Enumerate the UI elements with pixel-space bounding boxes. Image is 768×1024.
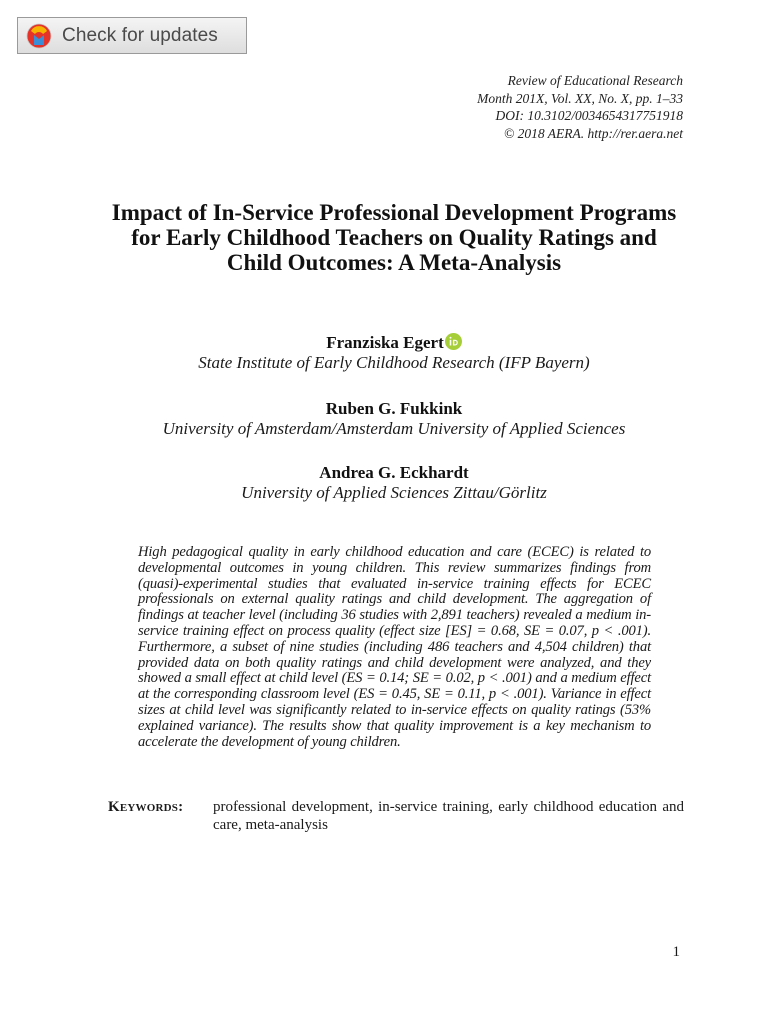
abstract: High pedagogical quality in early childhood education and care (ECEC) is related to developmental outcomes in young children. This review summarizes findings from (quasi)-experimental studies that evaluated in-service training effects for ECEC professionals on external quality ratings and child development. The aggregation of findings at teacher level (including 36 studies with 2,891 teachers) revealed a medium in-service training effect on process quality (effect size [ES] = 0.68, SE = 0.07, p < .001). Furthermore, a subset of nine studies (including 486 teachers and 4,504 children) that provided data on both quality ratings and child development were analyzed, and they showed a small effect at child level (ES = 0.14; SE = 0.02, p < .001) and a medium effect at the corresponding classroom level (ES = 0.45, SE = 0.11, p < .001). Variance in effect sizes at child level was significantly related to in-service effects on quality ratings (53% explained variance). The results show that quality improvement is a key mechanism to accelerate the development of young children.	[138, 544, 651, 750]
author-name-row	[326, 333, 462, 353]
journal-info	[477, 72, 683, 142]
page-number: 1	[672, 944, 680, 960]
journal-name: Review of Educational Research	[507, 73, 683, 88]
journal-issue: Month 201X, Vol. XX, No. X, pp. 1–33	[477, 90, 683, 106]
article-title: Impact of In-Service Professional Development Programs for Early Childhood Teachers on Quality Ratings and Child Outcomes: A Meta-Analysis	[111, 200, 677, 275]
crossmark-icon	[26, 23, 52, 49]
journal-copyright: © 2018 AERA. http://rer.aera.net	[504, 125, 683, 141]
author-block	[100, 333, 688, 373]
author-affiliation: University of Amsterdam/Amsterdam University of Applied Sciences	[162, 419, 626, 438]
author-block	[100, 399, 688, 439]
journal-doi: DOI: 10.3102/0034654317751918	[495, 108, 683, 123]
author-name: Ruben G. Fukkink	[325, 399, 463, 418]
orcid-icon[interactable]	[445, 333, 462, 350]
keywords-text: professional development, in-service training, early childhood education and care, meta-analysis	[213, 799, 684, 833]
author-affiliation: State Institute of Early Childhood Research (IFP Bayern)	[198, 353, 590, 372]
author-block	[100, 463, 688, 503]
author-name: Andrea G. Eckhardt	[319, 463, 469, 482]
check-for-updates-button[interactable]	[17, 17, 247, 54]
keywords	[108, 798, 684, 834]
author-name: Franziska Egert	[326, 333, 444, 352]
author-affiliation: University of Applied Sciences Zittau/Görlitz	[241, 483, 547, 502]
check-for-updates-label: Check for updates	[62, 24, 218, 46]
keywords-label: Keywords:	[108, 799, 184, 815]
